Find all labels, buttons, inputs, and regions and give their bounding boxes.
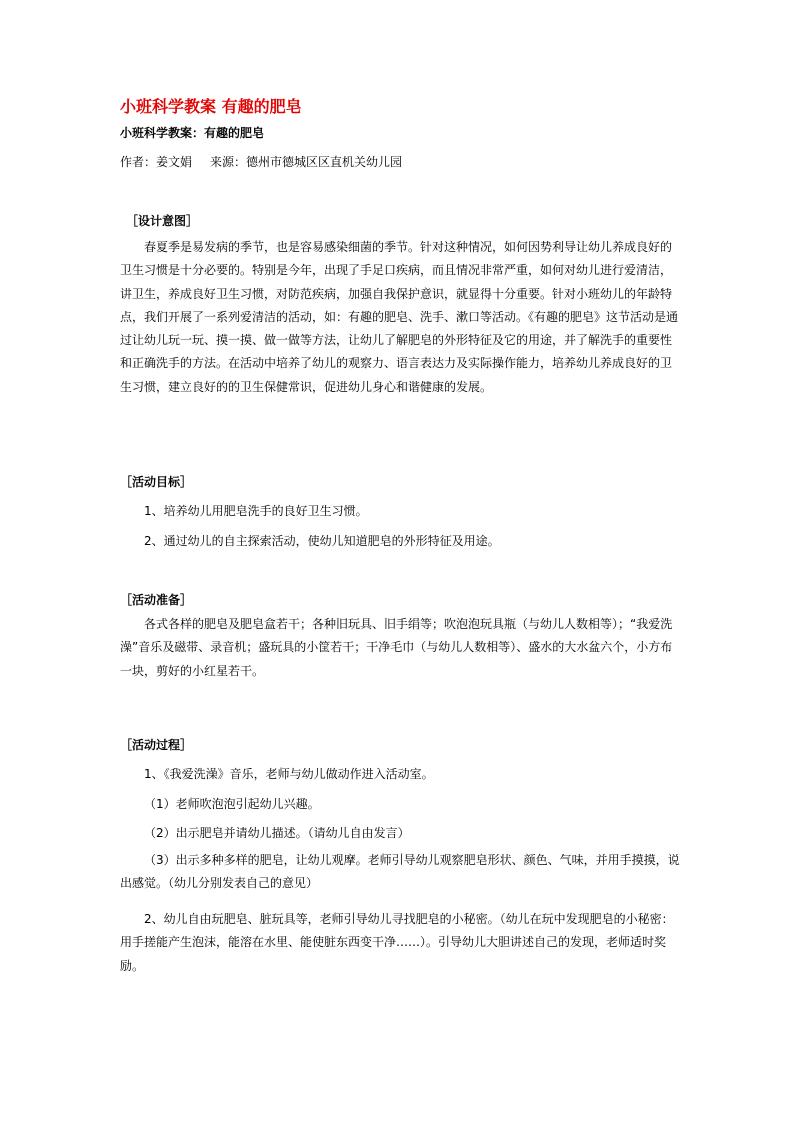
process-sub-2: （2）出示肥皂并请幼儿描述。（请幼儿自由发言） [144, 826, 410, 840]
prep-heading: ［活动准备］ [120, 593, 193, 607]
design-heading: ［设计意图］ [126, 214, 199, 228]
subtitle: 小班科学教案：有趣的肥皂 [120, 126, 265, 140]
source: 来源：德州市德城区区直机关幼儿园 [210, 155, 403, 169]
process-heading: ［活动过程］ [120, 738, 193, 752]
process-sub-1: （1）老师吹泡泡引起幼儿兴趣。 [144, 797, 320, 811]
process-sub-3: （3）出示多种多样的肥皂，让幼儿观摩。老师引导幼儿观察肥皂形状、颜色、气味，并用手摸摸，说出感觉。（幼儿分别发表自己的意见） [120, 853, 680, 891]
author: 作者：姜文娟 [120, 155, 193, 169]
byline [120, 153, 402, 170]
process-step-1: 1、《我爱洗澡》音乐，老师与幼儿做动作进入活动室。 [144, 767, 434, 781]
goal-item-2: 2、通过幼儿的自主探索活动，使幼儿知道肥皂的外形特征及用途。 [144, 534, 500, 548]
process-step-2: 2、幼儿自由玩肥皂、脏玩具等，老师引导幼儿寻找肥皂的小秘密。（幼儿在玩中发现肥皂的小秘密：用手搓能产生泡沫，能溶在水里、能使脏东西变干净……）。引导幼儿大胆讲述自己的发现，老师适时奖励。 [120, 912, 674, 973]
page-title: 小班科学教案 有趣的肥皂 [120, 97, 302, 116]
goal-item-1: 1、培养幼儿用肥皂洗手的良好卫生习惯。 [144, 504, 368, 518]
goals-heading: ［活动目标］ [120, 475, 193, 489]
design-paragraph: 春夏季是易发病的季节，也是容易感染细菌的季节。针对这种情况，如何因势利导让幼儿养成良好的卫生习惯是十分必要的。特别是今年，出现了手足口疾病，而且情况非常严重，如何对幼儿进行爱清洁，讲卫生，养成良好卫生习惯，对防范疾病，加强自我保护意识，就显得十分重要。针对小班幼儿的年龄特点，我们开展了一系列爱清洁的活动，如：有趣的肥皂、洗手、漱口等活动。《有趣的肥皂》这节活动是通过让幼儿玩一玩、摸一摸、做一做等方法，让幼儿了解肥皂的外形特征及它的用途，并了解洗手的重要性和正确洗手的方法。在活动中培养了幼儿的观察力、语言表达力及实际操作能力，培养幼儿养成良好的卫生习惯，建立良好的的卫生保健常识，促进幼儿身心和谐健康的发展。 [120, 240, 679, 394]
prep-paragraph: 各式各样的肥皂及肥皂盒若干；各种旧玩具、旧手绢等；吹泡泡玩具瓶（与幼儿人数相等）；“我爱洗澡”音乐及磁带、录音机；盛玩具的小筐若干；干净毛巾（与幼儿人数相等）、盛水的大水盆六个，小方布一块，剪好的小红星若干。 [120, 617, 673, 678]
